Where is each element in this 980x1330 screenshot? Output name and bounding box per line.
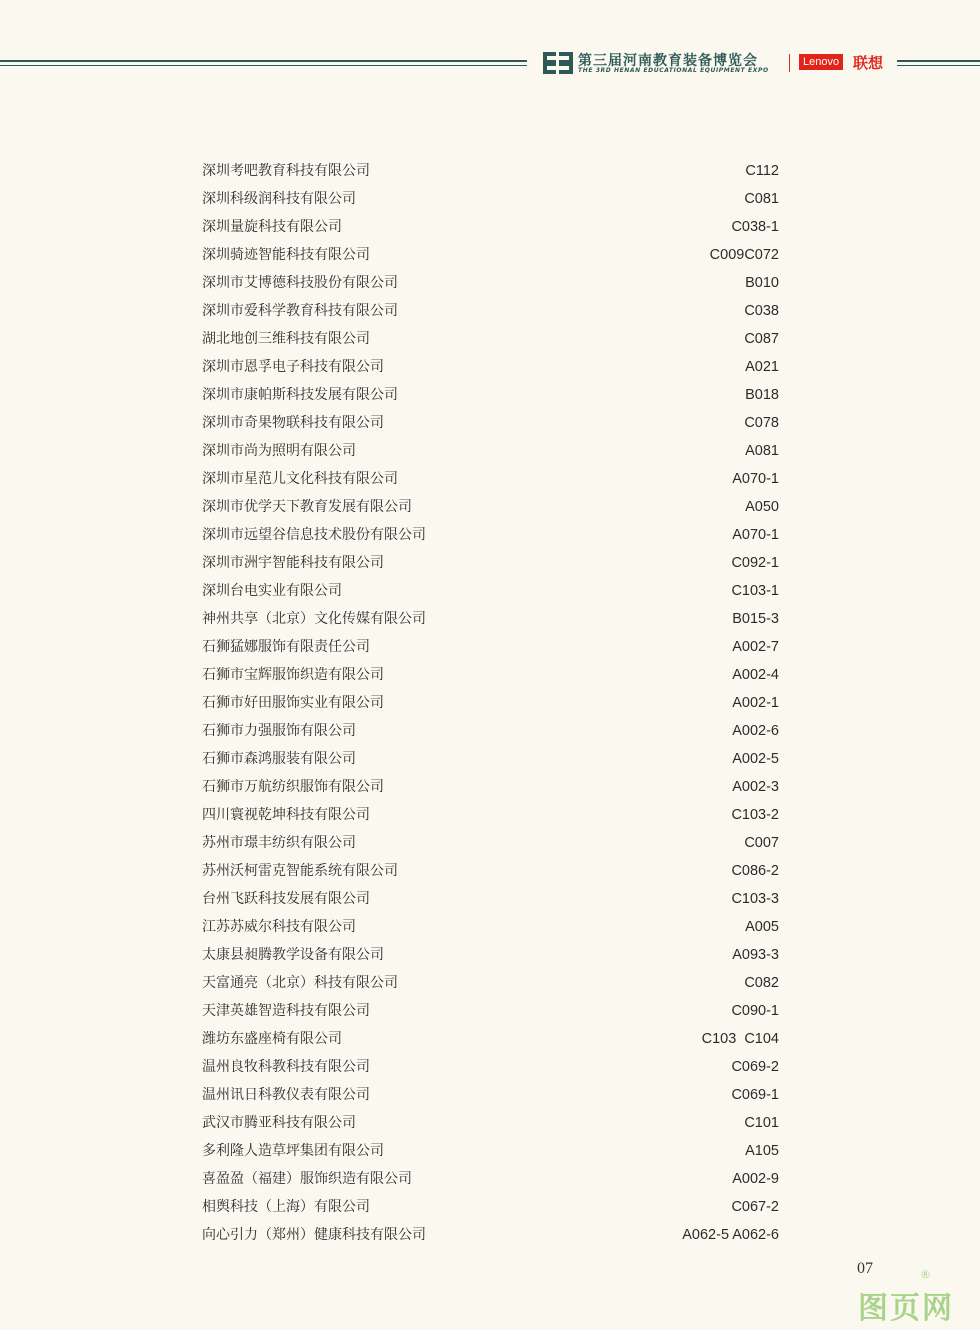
exhibitor-name: 台州飞跃科技发展有限公司 bbox=[202, 891, 370, 907]
booth-number: A070-1 bbox=[732, 471, 779, 487]
booth-number: A070-1 bbox=[732, 527, 779, 543]
exhibitor-name: 天富通亮（北京）科技有限公司 bbox=[202, 975, 398, 991]
booth-number: C078 bbox=[744, 415, 779, 431]
booth-number: A062-5 A062-6 bbox=[682, 1227, 779, 1243]
list-item bbox=[202, 1193, 779, 1221]
list-item bbox=[202, 157, 779, 185]
list-item bbox=[202, 437, 779, 465]
header-divider bbox=[789, 54, 790, 72]
booth-number: C087 bbox=[744, 331, 779, 347]
list-item bbox=[202, 241, 779, 269]
page-number: 07 bbox=[857, 1260, 873, 1277]
booth-number: C067-2 bbox=[731, 1199, 779, 1215]
watermark-registered-mark: ® bbox=[920, 1268, 931, 1281]
booth-number: C086-2 bbox=[731, 863, 779, 879]
booth-number: A093-3 bbox=[732, 947, 779, 963]
list-item bbox=[202, 661, 779, 689]
exhibitor-name: 石狮市万航纺织服饰有限公司 bbox=[202, 779, 384, 795]
booth-number: A002-1 bbox=[732, 695, 779, 711]
list-item bbox=[202, 1165, 779, 1193]
list-item bbox=[202, 1221, 779, 1249]
exhibitor-name: 深圳市尚为照明有限公司 bbox=[202, 443, 356, 459]
exhibitor-name: 深圳市恩孚电子科技有限公司 bbox=[202, 359, 384, 375]
booth-number: C009C072 bbox=[709, 247, 779, 263]
list-item bbox=[202, 549, 779, 577]
list-item bbox=[202, 605, 779, 633]
header-rule-left-lower bbox=[0, 65, 527, 66]
booth-number: C082 bbox=[744, 975, 779, 991]
exhibitor-name: 深圳市康帕斯科技发展有限公司 bbox=[202, 387, 398, 403]
booth-number: A050 bbox=[745, 499, 779, 515]
list-item bbox=[202, 1109, 779, 1137]
watermark: 图页网 bbox=[858, 1291, 954, 1326]
exhibitor-name: 深圳市优学天下教育发展有限公司 bbox=[202, 499, 412, 515]
list-item bbox=[202, 689, 779, 717]
list-item bbox=[202, 1081, 779, 1109]
booth-number: C092-1 bbox=[731, 555, 779, 571]
exhibitor-name: 江苏苏威尔科技有限公司 bbox=[202, 919, 356, 935]
exhibitor-name: 深圳市艾博德科技股份有限公司 bbox=[202, 275, 398, 291]
exhibitor-name: 深圳量旋科技有限公司 bbox=[202, 219, 342, 235]
exhibitor-name: 深圳市爱科学教育科技有限公司 bbox=[202, 303, 398, 319]
exhibitor-name: 湖北地创三维科技有限公司 bbox=[202, 331, 370, 347]
expo-title-en: THE 3RD HENAN EDUCATIONAL EQUIPMENT EXPO bbox=[578, 67, 769, 74]
exhibitor-name: 四川寰视乾坤科技有限公司 bbox=[202, 807, 370, 823]
list-item bbox=[202, 381, 779, 409]
booth-number: C103 C104 bbox=[701, 1031, 779, 1047]
exhibitor-name: 多利隆人造草坪集团有限公司 bbox=[202, 1143, 384, 1159]
exhibitor-name: 石狮市好田服饰实业有限公司 bbox=[202, 695, 384, 711]
booth-number: A005 bbox=[745, 919, 779, 935]
exhibitor-name: 石狮猛娜服饰有限责任公司 bbox=[202, 639, 370, 655]
expo-title-cn: 第三届河南教育装备博览会 bbox=[578, 53, 758, 69]
list-item bbox=[202, 521, 779, 549]
booth-number: C101 bbox=[744, 1115, 779, 1131]
exhibitor-name: 神州共享（北京）文化传媒有限公司 bbox=[202, 611, 426, 627]
exhibitor-name: 武汉市腾亚科技有限公司 bbox=[202, 1115, 356, 1131]
exhibitor-list bbox=[202, 157, 779, 1249]
list-item bbox=[202, 633, 779, 661]
exhibitor-name: 天津英雄智造科技有限公司 bbox=[202, 1003, 370, 1019]
booth-number: C103-2 bbox=[731, 807, 779, 823]
list-item bbox=[202, 885, 779, 913]
list-item bbox=[202, 913, 779, 941]
booth-number: C069-2 bbox=[731, 1059, 779, 1075]
booth-number: C090-1 bbox=[731, 1003, 779, 1019]
list-item bbox=[202, 353, 779, 381]
booth-number: A002-9 bbox=[732, 1171, 779, 1187]
exhibitor-name: 石狮市宝辉服饰织造有限公司 bbox=[202, 667, 384, 683]
list-item bbox=[202, 745, 779, 773]
booth-number: A002-5 bbox=[732, 751, 779, 767]
list-item bbox=[202, 1025, 779, 1053]
list-item bbox=[202, 297, 779, 325]
list-item bbox=[202, 773, 779, 801]
exhibitor-name: 温州讯日科教仪表有限公司 bbox=[202, 1087, 370, 1103]
booth-number: A002-3 bbox=[732, 779, 779, 795]
booth-number: A002-6 bbox=[732, 723, 779, 739]
booth-number: C103-1 bbox=[731, 583, 779, 599]
list-item bbox=[202, 185, 779, 213]
exhibitor-name: 石狮市森鸿服装有限公司 bbox=[202, 751, 356, 767]
list-item bbox=[202, 969, 779, 997]
list-item bbox=[202, 465, 779, 493]
list-item bbox=[202, 717, 779, 745]
booth-number: B018 bbox=[745, 387, 779, 403]
list-item bbox=[202, 213, 779, 241]
exhibitor-name: 太康县昶腾教学设备有限公司 bbox=[202, 947, 384, 963]
booth-number: A002-4 bbox=[732, 667, 779, 683]
exhibitor-name: 温州良牧科教科技有限公司 bbox=[202, 1059, 370, 1075]
booth-number: A081 bbox=[745, 443, 779, 459]
exhibitor-name: 相舆科技（上海）有限公司 bbox=[202, 1199, 370, 1215]
booth-number: A002-7 bbox=[732, 639, 779, 655]
list-item bbox=[202, 409, 779, 437]
booth-number: A105 bbox=[745, 1143, 779, 1159]
lenovo-logo: Lenovo bbox=[799, 54, 843, 70]
exhibitor-name: 深圳市奇果物联科技有限公司 bbox=[202, 415, 384, 431]
list-item bbox=[202, 997, 779, 1025]
exhibitor-name: 深圳市洲宇智能科技有限公司 bbox=[202, 555, 384, 571]
exhibitor-name: 喜盈盈（福建）服饰织造有限公司 bbox=[202, 1171, 412, 1187]
exhibitor-name: 深圳考吧教育科技有限公司 bbox=[202, 163, 370, 179]
exhibitor-name: 深圳骑迹智能科技有限公司 bbox=[202, 247, 370, 263]
exhibitor-name: 向心引力（郑州）健康科技有限公司 bbox=[202, 1227, 426, 1243]
exhibitor-name: 深圳市远望谷信息技术股份有限公司 bbox=[202, 527, 426, 543]
list-item bbox=[202, 269, 779, 297]
list-item bbox=[202, 325, 779, 353]
expo-logo-icon bbox=[543, 52, 573, 74]
list-item bbox=[202, 941, 779, 969]
exhibitor-name: 潍坊东盛座椅有限公司 bbox=[202, 1031, 342, 1047]
exhibitor-name: 深圳台电实业有限公司 bbox=[202, 583, 342, 599]
exhibitor-name: 深圳科级润科技有限公司 bbox=[202, 191, 356, 207]
list-item bbox=[202, 801, 779, 829]
booth-number: C081 bbox=[744, 191, 779, 207]
list-item bbox=[202, 857, 779, 885]
booth-number: C038 bbox=[744, 303, 779, 319]
booth-number: B015-3 bbox=[732, 611, 779, 627]
exhibitor-name: 苏州市璟丰纺织有限公司 bbox=[202, 835, 356, 851]
lenovo-name-cn: 联想 bbox=[853, 54, 884, 72]
list-item bbox=[202, 1053, 779, 1081]
booth-number: C038-1 bbox=[731, 219, 779, 235]
exhibitor-name: 深圳市星范儿文化科技有限公司 bbox=[202, 471, 398, 487]
header-rule-right bbox=[897, 60, 980, 62]
header-rule-left bbox=[0, 60, 527, 62]
booth-number: C069-1 bbox=[731, 1087, 779, 1103]
list-item bbox=[202, 493, 779, 521]
exhibitor-name: 石狮市力强服饰有限公司 bbox=[202, 723, 356, 739]
booth-number: C103-3 bbox=[731, 891, 779, 907]
booth-number: C112 bbox=[745, 163, 779, 179]
list-item bbox=[202, 829, 779, 857]
booth-number: C007 bbox=[744, 835, 779, 851]
list-item bbox=[202, 1137, 779, 1165]
header-rule-right-lower bbox=[897, 65, 980, 66]
booth-number: A021 bbox=[745, 359, 779, 375]
exhibitor-name: 苏州沃柯雷克智能系统有限公司 bbox=[202, 863, 398, 879]
list-item bbox=[202, 577, 779, 605]
booth-number: B010 bbox=[745, 275, 779, 291]
